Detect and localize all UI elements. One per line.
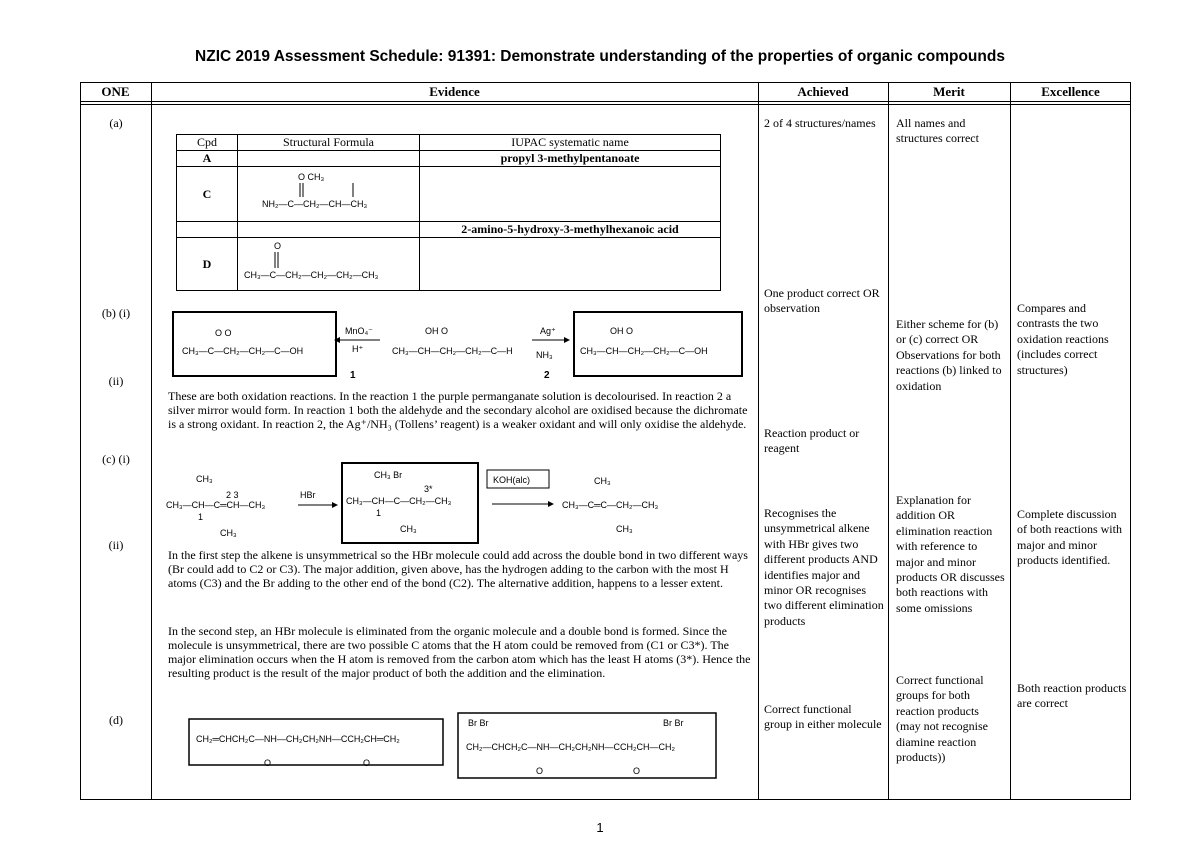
product-2-top: OH O: [610, 326, 634, 336]
header-divider: [80, 104, 1131, 105]
oxidation-scheme: [160, 306, 758, 386]
structure-cell: [238, 222, 420, 238]
table-row: [177, 238, 721, 291]
reagent-1-top: MnO₄⁻: [345, 326, 373, 336]
table-header-cpd: Cpd: [177, 135, 238, 151]
header-excellence: Excellence: [1041, 84, 1100, 99]
hbr-reagent: HBr: [300, 490, 316, 500]
c-end: CH₃—C═C—CH₂—CH₃: [562, 500, 659, 510]
label-c-ii: (ii): [108, 538, 124, 552]
header-divider: [80, 101, 1131, 102]
c-explanation-2: In the second step, an HBr molecule is eliminated from the organic molecule and a double bond is formed. Since the molecule is unsymmetrical, there are two possible C atoms that the H atom could be removed from (C1 or C3*). The major elimination occurs when the H atom is removed from the carbon atom which has the least H atoms (3*). Hence the resulting product is the result of the major product of both the addition and the elimination.: [168, 624, 751, 680]
c-mid-num3: 3*: [424, 484, 433, 494]
c-explanation-1: In the first step the alkene is unsymmetrical so the HBr molecule could add across the double bond in two different ways (Br could add to C2 or C3). The major addition, given above, has the hydrogen adding to the carbon with the most H atoms (C3) and the Br adding to the other end of the bond (C2). The alternative addition, happens to a lesser extent.: [168, 548, 748, 590]
structure-cell: [238, 167, 420, 222]
d-right-o2: O: [633, 766, 641, 776]
d-right-br1: Br Br: [468, 718, 489, 728]
koh-reagent: KOH(alc): [493, 475, 531, 485]
compound-table: [176, 134, 721, 291]
d-right-o1: O: [536, 766, 544, 776]
achieved-c1: Reaction product or reagent: [764, 426, 860, 456]
structure-d-main: CH₃—C—CH₂—CH₂—CH₂—CH₃: [244, 270, 379, 280]
table-header-name: IUPAC systematic name: [420, 135, 721, 151]
structure-c-top: O CH₃: [298, 172, 325, 182]
iupac-name: [420, 167, 721, 222]
d-left-product: CH₂═CHCH₂C—NH—CH₂CH₂NH—CCH₂CH═CH₂: [196, 734, 400, 744]
c-mid-num1: 1: [376, 508, 382, 518]
achieved-c2: Recognises the unsymmetrical alkene with HBr gives two different products AND identifies major and minor OR recognises two different elimination products: [764, 506, 884, 628]
d-right-br2: Br Br: [663, 718, 684, 728]
header-question: ONE: [101, 84, 130, 99]
arrowhead: [332, 502, 338, 508]
structure-c: [238, 167, 419, 217]
reagent-2-bottom: NH₃: [536, 350, 553, 360]
table-row: [177, 222, 721, 238]
achieved-b: One product correct OR observation: [764, 286, 880, 316]
structure-d: [238, 238, 419, 286]
header-evidence: Evidence: [429, 84, 480, 99]
label-b-i: (b) (i): [101, 306, 131, 320]
label-c-i: (c) (i): [102, 452, 130, 466]
merit-a: All names and structures correct: [896, 116, 979, 146]
c-mid-bottom: CH₃: [400, 524, 417, 534]
merit-b: Either scheme for (b) or (c) correct OR Observations for both reactions (b) linked to oxidation: [896, 317, 1002, 393]
merit-c: Explanation for addition OR elimination reaction with reference to major and minor products OR discusses both reactions with some omissions: [896, 493, 1005, 615]
c-start-bottom: CH₃: [220, 528, 237, 538]
cpd-label: C: [177, 167, 238, 222]
label-b-ii: (ii): [108, 374, 124, 388]
arrowhead: [564, 337, 570, 343]
table-row: [177, 151, 721, 167]
c-start: CH₃—CH—C═CH—CH₃: [166, 500, 266, 510]
column-divider: [151, 82, 152, 800]
excellence-c: Complete discussion of both reactions with major and minor products identified.: [1017, 507, 1122, 568]
c-start-nums: 2 3: [226, 490, 239, 500]
cpd-label: D: [177, 238, 238, 291]
cpd-label: A: [177, 151, 238, 167]
product-1-top: O O: [215, 328, 232, 338]
table-header-formula: Structural Formula: [238, 135, 420, 151]
c-start-top: CH₃: [196, 474, 213, 484]
achieved-d: Correct functional group in either molecule: [764, 702, 882, 732]
iupac-name: 2-amino-5-hydroxy-3-methylhexanoic acid: [420, 222, 721, 238]
product-box-1: [173, 312, 336, 376]
cpd-label: [177, 222, 238, 238]
c-start-num1: 1: [198, 512, 204, 522]
c-mid-top: CH₃ Br: [374, 470, 403, 480]
product-1: CH₃—C—CH₂—CH₂—C—OH: [182, 346, 304, 356]
b-explanation: These are both oxidation reactions. In the reaction 1 the purple permanganate solution is decolourised. In reaction 2 a silver mirror would form. In reaction 1 both the aldehyde and the secondary alcohol are oxidised because the dichromate is a strong oxidant. In reaction 2, the Ag⁺/NH₃ (Tollens’ reagent) is a weaker oxidant and will only oxidise the aldehyde.: [168, 389, 748, 431]
d-left-o1: O: [264, 758, 272, 768]
label-a: (a): [109, 116, 123, 130]
page-number: 1: [596, 820, 604, 835]
addition-elimination-scheme: [160, 460, 758, 546]
label-d: (d): [109, 713, 123, 727]
excellence-d: Both reaction products are correct: [1017, 681, 1127, 711]
achieved-a: 2 of 4 structures/names: [764, 116, 876, 130]
structure-d-top: O: [274, 241, 282, 251]
table-row: [177, 135, 721, 151]
d-right-product: CH₂—CHCH₂C—NH—CH₂CH₂NH—CCH₂CH—CH₂: [466, 742, 675, 752]
product-2: CH₃—CH—CH₂—CH₂—C—OH: [580, 346, 708, 356]
structure-c-main: NH₂—C—CH₂—CH—CH₃: [262, 199, 368, 209]
start-material: CH₃—CH—CH₂—CH₂—C—H: [392, 346, 513, 356]
c-mid: CH₃—CH—C—CH₂—CH₃: [346, 496, 452, 506]
c-end-top: CH₃: [594, 476, 611, 486]
reagent-1-bottom: H⁺: [352, 344, 364, 354]
d-left-o2: O: [363, 758, 371, 768]
merit-d: Correct functional groups for both reaction products (may not recognise diamine reaction products)): [896, 673, 988, 765]
column-divider: [758, 82, 759, 800]
excellence-b: Compares and contrasts the two oxidation reactions (includes correct structures): [1017, 301, 1109, 377]
header-achieved: Achieved: [797, 84, 849, 99]
header-merit: Merit: [933, 84, 965, 99]
reaction-1-label: 1: [350, 370, 356, 381]
column-divider: [888, 82, 889, 800]
reagent-2-top: Ag⁺: [540, 326, 556, 336]
structure-cell: [238, 151, 420, 167]
c-end-bottom: CH₃: [616, 524, 633, 534]
amide-products: [160, 710, 758, 782]
reaction-2-label: 2: [544, 370, 550, 381]
column-divider: [1010, 82, 1011, 800]
structure-cell: [238, 238, 420, 291]
page-title: NZIC 2019 Assessment Schedule: 91391: Demonstrate understanding of the properties of organic compounds: [195, 48, 1005, 65]
iupac-name: [420, 238, 721, 291]
table-row: [177, 167, 721, 222]
product-box-2: [574, 312, 742, 376]
arrowhead: [548, 501, 554, 507]
start-material-top: OH O: [425, 326, 449, 336]
iupac-name: propyl 3-methylpentanoate: [420, 151, 721, 167]
